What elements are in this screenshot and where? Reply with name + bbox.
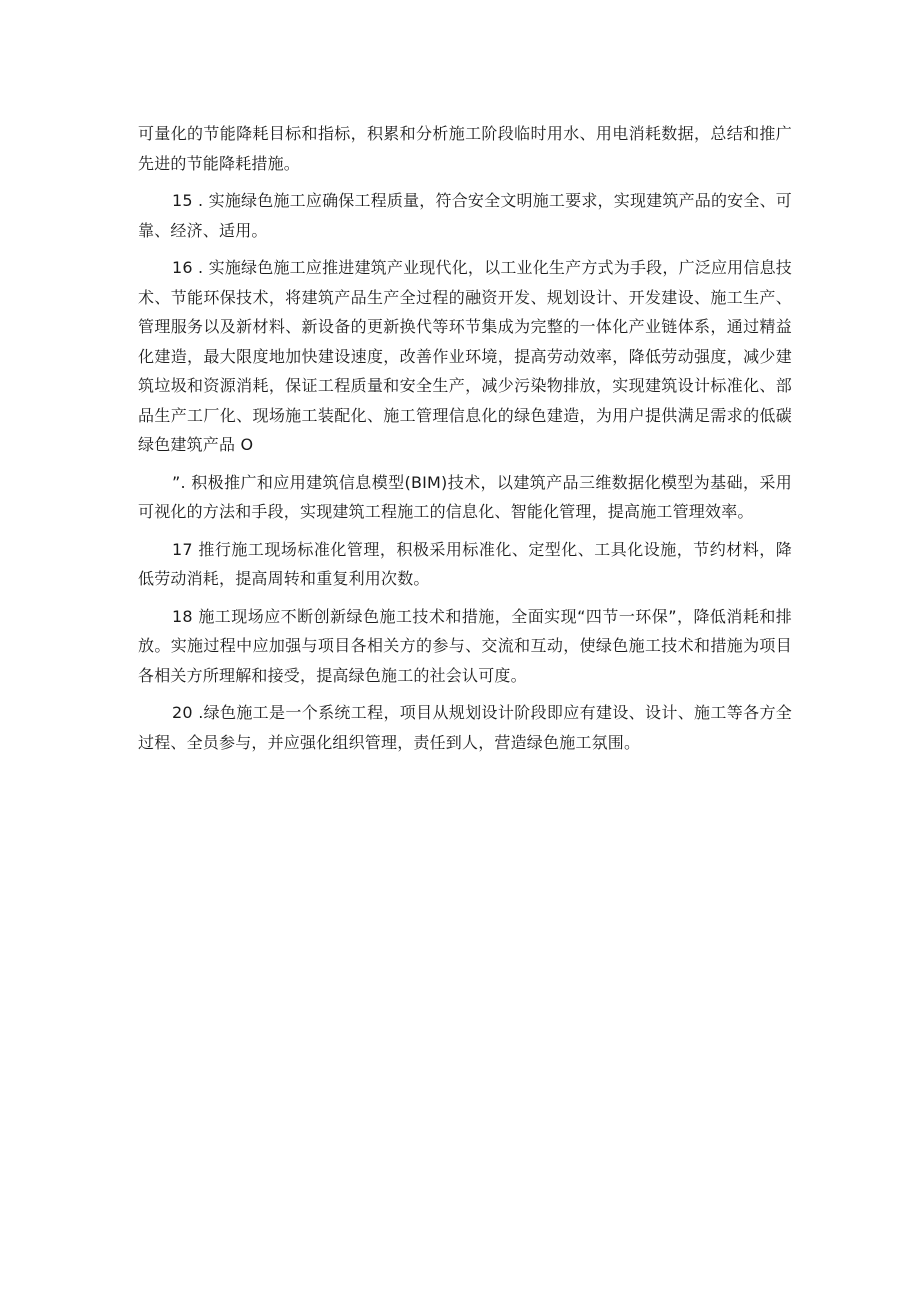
paragraph [138,698,792,757]
document-body [138,119,792,765]
paragraph [138,119,792,178]
paragraph [138,253,792,460]
paragraph-text: 可量化的节能降耗目标和指标，积累和分析施工阶段临时用水、用电消耗数据，总结和推广先进的节能降耗措施。 [138,124,792,173]
paragraph-text: 推行施工现场标准化管理，积极采用标准化、定型化、工具化设施，节约材料，降低劳动消耗，提高周转和重复利用次数。 [138,539,792,588]
paragraph [138,468,792,527]
paragraph-number: 17 [172,539,193,559]
paragraph-text: . 实施绿色施工应确保工程质量，符合安全文明施工要求，实现建筑产品的安全、可靠、经济、适用。 [138,191,792,240]
paragraph-text: .绿色施工是一个系统工程，项目从规划设计阶段即应有建设、设计、施工等各方全过程、全员参与，并应强化组织管理，责任到人，营造绿色施工氛围。 [138,703,792,752]
paragraph [138,602,792,691]
paragraph [138,535,792,594]
paragraph-number: 20 [172,703,193,722]
paragraph-number: 16 [172,258,193,277]
paragraph-text: 施工现场应不断创新绿色施工技术和措施，全面实现“四节一环保”，降低消耗和排放。实施过程中应加强与项目各相关方的参与、交流和互动，使绿色施工技术和措施为项目各相关方所理解和接受，提高绿色施工的社会认可度。 [138,606,792,685]
paragraph [138,186,792,245]
paragraph-number: 15 [172,191,193,210]
paragraph-text: ”. 积极推广和应用建筑信息模型(BIM)技术，以建筑产品三维数据化模型为基础，采用可视化的方法和手段，实现建筑工程施工的信息化、智能化管理，提高施工管理效率。 [138,472,792,521]
paragraph-number: 18 [172,606,193,626]
paragraph-text: . 实施绿色施工应推进建筑产业现代化，以工业化生产方式为手段，广泛应用信息技术、节能环保技术，将建筑产品生产全过程的融资开发、规划设计、开发建设、施工生产、管理服务以及新材料、新设备的更新换代等环节集成为完整的一体化产业链体系，通过精益化建造，最大限度地加快建设速度，改善作业环境，提高劳动效率，降低劳动强度，减少建筑垃圾和资源消耗，保证工程质量和安全生产，减少污染物排放，实现建筑设计标准化、部品生产工厂化、现场施工装配化、施工管理信息化的绿色建造，为用户提供满足需求的低碳绿色建筑产品 O [138,258,792,454]
